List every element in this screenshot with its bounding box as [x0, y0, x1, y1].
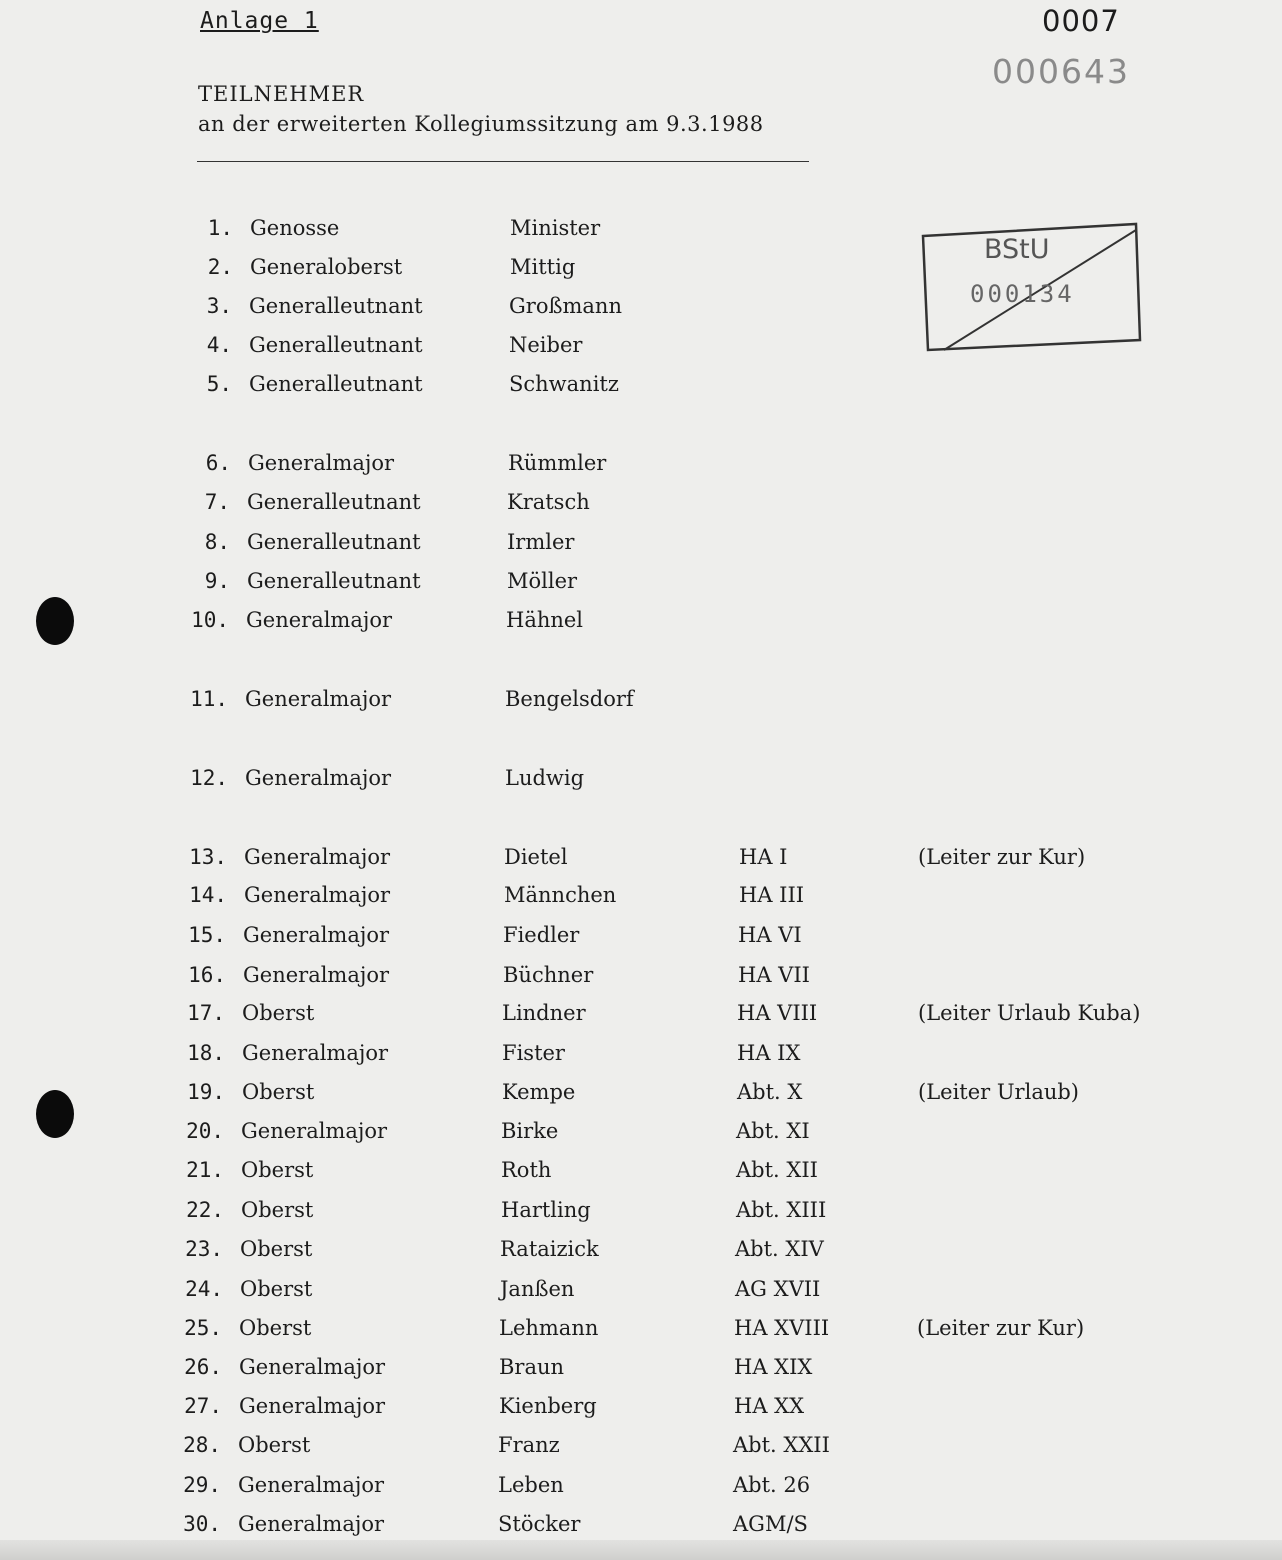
- participant-number: 4.: [206, 333, 232, 357]
- participant-rank: Generalmajor: [246, 608, 393, 632]
- participant-number: 16.: [188, 963, 226, 987]
- file-number: 0007: [1042, 4, 1120, 38]
- participant-unit: HA XVIII: [734, 1316, 830, 1340]
- participant-rank: Generalmajor: [243, 963, 390, 987]
- participant-number: 17.: [187, 1001, 225, 1025]
- participant-name: Fister: [502, 1041, 565, 1065]
- participant-rank: Generalmajor: [241, 1119, 388, 1143]
- participant-number: 12.: [190, 766, 228, 790]
- participant-number: 7.: [204, 490, 230, 514]
- participant-unit: Abt. 26: [733, 1473, 811, 1497]
- participant-rank: Oberst: [242, 1080, 315, 1104]
- participant-number: 13.: [189, 845, 227, 869]
- participant-number: 30.: [183, 1512, 221, 1536]
- participant-rank: Generalmajor: [239, 1394, 386, 1418]
- participant-name: Dietel: [504, 845, 568, 869]
- participant-rank: Generalmajor: [248, 451, 395, 475]
- participant-name: Braun: [499, 1355, 565, 1379]
- participant-number: 8.: [204, 530, 230, 554]
- participant-name: Kratsch: [507, 490, 590, 514]
- participant-rank: Generalleutnant: [247, 569, 421, 593]
- participant-number: 2.: [207, 255, 233, 279]
- participant-name: Franz: [498, 1433, 560, 1457]
- participant-unit: Abt. XII: [736, 1158, 818, 1182]
- participant-name: Schwanitz: [509, 372, 619, 396]
- participant-rank: Genosse: [250, 216, 340, 240]
- participant-rank: Generalmajor: [238, 1512, 385, 1536]
- participant-unit: HA XIX: [734, 1355, 813, 1379]
- participant-number: 15.: [188, 923, 226, 947]
- participant-number: 14.: [189, 883, 227, 907]
- participant-rank: Oberst: [241, 1158, 314, 1182]
- participant-name: Möller: [507, 569, 578, 593]
- participant-rank: Oberst: [241, 1198, 314, 1222]
- participant-rank: Generalmajor: [245, 687, 392, 711]
- participant-name: Leben: [498, 1473, 564, 1497]
- participant-unit: HA VII: [738, 963, 810, 987]
- participant-number: 23.: [185, 1237, 223, 1261]
- participant-rank: Oberst: [240, 1277, 313, 1301]
- punch-hole-icon: [36, 597, 74, 645]
- participant-number: 19.: [187, 1080, 225, 1104]
- participant-rank: Generalmajor: [242, 1041, 389, 1065]
- participant-number: 25.: [184, 1316, 222, 1340]
- participant-number: 5.: [206, 372, 232, 396]
- participant-name: Irmler: [507, 530, 575, 554]
- participant-name: Mittig: [510, 255, 576, 279]
- participant-rank: Oberst: [242, 1001, 315, 1025]
- participant-rank: Oberst: [240, 1237, 313, 1261]
- participant-rank: Generalmajor: [239, 1355, 386, 1379]
- archive-stamp: [920, 222, 1140, 350]
- participant-note: (Leiter zur Kur): [918, 845, 1086, 869]
- participant-rank: Generalleutnant: [247, 530, 421, 554]
- stamp-code: 000134: [970, 280, 1075, 308]
- scan-edge: [0, 1540, 1282, 1560]
- participant-unit: Abt. XI: [736, 1119, 810, 1143]
- participant-unit: HA III: [739, 883, 805, 907]
- participant-unit: HA XX: [734, 1394, 805, 1418]
- participant-rank: Generalleutnant: [249, 372, 423, 396]
- participant-name: Fiedler: [503, 923, 580, 947]
- participant-name: Minister: [510, 216, 601, 240]
- participant-name: Büchner: [503, 963, 594, 987]
- participant-rank: Generalleutnant: [249, 333, 423, 357]
- participant-name: Neiber: [509, 333, 583, 357]
- participant-name: Stöcker: [498, 1512, 581, 1536]
- participant-unit: AGM/S: [733, 1512, 808, 1536]
- participant-number: 6.: [205, 451, 231, 475]
- participant-note: (Leiter Urlaub Kuba): [918, 1001, 1141, 1025]
- participant-rank: Generalmajor: [244, 883, 391, 907]
- participant-number: 11.: [190, 687, 228, 711]
- participant-number: 28.: [183, 1433, 221, 1457]
- participant-name: Birke: [501, 1119, 559, 1143]
- participant-unit: HA VIII: [737, 1001, 818, 1025]
- participant-name: Kempe: [502, 1080, 576, 1104]
- participant-unit: Abt. XIII: [736, 1198, 827, 1222]
- document-subtitle: an der erweiterten Kollegiumssitzung am 9.3.1988: [198, 112, 764, 136]
- participant-name: Kienberg: [499, 1394, 597, 1418]
- participant-number: 24.: [185, 1277, 223, 1301]
- participant-number: 3.: [206, 294, 232, 318]
- document-title: TEILNEHMER: [198, 82, 365, 106]
- participant-name: Janßen: [500, 1277, 575, 1301]
- participant-rank: Generaloberst: [250, 255, 403, 279]
- participant-name: Rataizick: [500, 1237, 599, 1261]
- participant-rank: Generalmajor: [238, 1473, 385, 1497]
- participant-unit: HA IX: [737, 1041, 801, 1065]
- participant-name: Ludwig: [505, 766, 585, 790]
- title-rule: [197, 161, 809, 162]
- attachment-label: Anlage 1: [200, 8, 319, 34]
- participant-name: Hartling: [501, 1198, 591, 1222]
- participant-unit: Abt. XIV: [735, 1237, 824, 1261]
- participant-rank: Generalmajor: [245, 766, 392, 790]
- participant-rank: Generalmajor: [243, 923, 390, 947]
- participant-note: (Leiter Urlaub): [918, 1080, 1079, 1104]
- participant-number: 29.: [183, 1473, 221, 1497]
- participant-number: 9.: [204, 569, 230, 593]
- participant-name: Lehmann: [499, 1316, 599, 1340]
- participant-unit: Abt. XXII: [733, 1433, 830, 1457]
- participant-name: Roth: [501, 1158, 552, 1182]
- participant-name: Hähnel: [506, 608, 584, 632]
- participant-rank: Oberst: [239, 1316, 312, 1340]
- participant-name: Männchen: [504, 883, 617, 907]
- participant-name: Lindner: [502, 1001, 586, 1025]
- participant-rank: Generalleutnant: [247, 490, 421, 514]
- participant-unit: Abt. X: [737, 1080, 803, 1104]
- participant-number: 26.: [184, 1355, 222, 1379]
- participant-unit: AG XVII: [735, 1277, 821, 1301]
- participant-unit: HA VI: [738, 923, 802, 947]
- participant-number: 18.: [187, 1041, 225, 1065]
- punch-hole-icon: [36, 1090, 74, 1138]
- archive-number: 000643: [992, 52, 1130, 91]
- participant-rank: Generalmajor: [244, 845, 391, 869]
- participant-name: Großmann: [509, 294, 622, 318]
- participant-number: 21.: [186, 1158, 224, 1182]
- participant-number: 10.: [191, 608, 229, 632]
- participant-name: Bengelsdorf: [505, 687, 634, 711]
- participant-rank: Generalleutnant: [249, 294, 423, 318]
- participant-name: Rümmler: [508, 451, 607, 475]
- participant-note: (Leiter zur Kur): [917, 1316, 1085, 1340]
- participant-number: 1.: [207, 216, 233, 240]
- participant-number: 22.: [186, 1198, 224, 1222]
- participant-number: 20.: [186, 1119, 224, 1143]
- stamp-label: BStU: [984, 234, 1050, 265]
- participant-rank: Oberst: [238, 1433, 311, 1457]
- participant-number: 27.: [184, 1394, 222, 1418]
- participant-unit: HA I: [739, 845, 788, 869]
